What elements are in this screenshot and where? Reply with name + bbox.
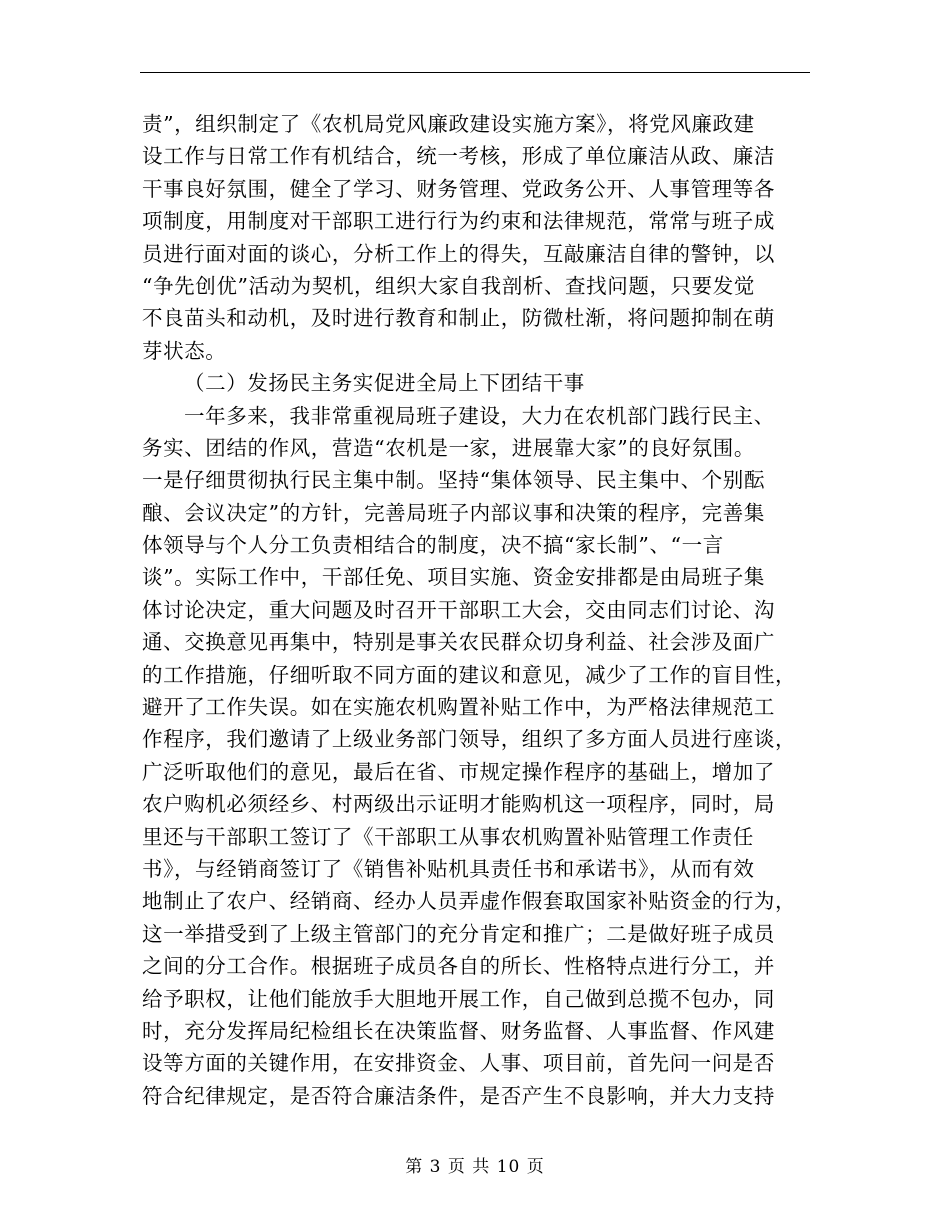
text-line: 体讨论决定，重大问题及时召开干部职工大会，交由同志们讨论、沟 (142, 597, 775, 622)
text-line: 书》，与经销商签订了《销售补贴机具责任书和承诺书》，从而有效 (142, 856, 755, 881)
text-line: 责”，组织制定了《农机局党风廉政建设实施方案》，将党风廉政建 (142, 112, 755, 136)
page-number: 第 3 页 共 10 页 (405, 1157, 545, 1177)
text-line: “争先创优”活动为契机，组织大家自我剖析、查找问题，只要发觉 (142, 273, 755, 298)
text-line: 项制度，用制度对干部职工进行行为约束和法律规范，常常与班子成 (142, 209, 775, 234)
text-line: 农户购机必须经乡、村两级出示证明才能购机这一项程序，同时，局 (142, 792, 775, 817)
text-line: 谈”。实际工作中，干部任免、项目实施、资金安排都是由局班子集 (142, 565, 765, 590)
text-line: 时，充分发挥局纪检组长在决策监督、财务监督、人事监督、作风建 (142, 1018, 775, 1043)
text-line: 体领导与个人分工负责相结合的制度，决不搞“家长制”、“一言 (142, 533, 724, 558)
document-body (142, 108, 810, 1112)
text-line: 给予职权，让他们能放手大胆地开展工作，自己做到总揽不包办，同 (142, 986, 775, 1011)
text-line: 通、交换意见再集中，特别是事关农民群众切身利益、社会涉及面广 (142, 630, 775, 655)
text-line: 干事良好氛围，健全了学习、财务管理、党政务公开、人事管理等各 (142, 176, 775, 201)
text-line: 务实、团结的作风，营造“农机是一家，进展靠大家”的良好氛围。 (142, 435, 755, 460)
text-line: 符合纪律规定，是否符合廉洁条件，是否产生不良影响，并大力支持 (142, 1083, 775, 1108)
text-line: 一年多来，我非常重视局班子建设，大力在农机部门践行民主、 (184, 403, 775, 428)
text-line: 设工作与日常工作有机结合，统一考核，形成了单位廉洁从政、廉洁 (142, 144, 775, 169)
text-line: 广泛听取他们的意见，最后在省、市规定操作程序的基础上，增加了 (142, 759, 775, 784)
text-line: 设等方面的关键作用，在安排资金、人事、项目前，首先问一问是否 (142, 1051, 775, 1076)
text-line: 地制止了农户、经销商、经办人员弄虚作假套取国家补贴资金的行为， (142, 889, 797, 914)
header-rule (140, 72, 810, 73)
text-line: 不良苗头和动机，及时进行教育和制止，防微杜渐，将问题抑制在萌 (142, 306, 775, 331)
text-line: 员进行面对面的谈心，分析工作上的得失，互敲廉洁自律的警钟，以 (142, 241, 775, 266)
text-line: 芽状态。 (142, 338, 227, 363)
text-line: 酿、会议决定”的方针，完善局班子内部议事和决策的程序，完善集 (142, 500, 765, 525)
text-line: 避开了工作失误。如在实施农机购置补贴工作中，为严格法律规范工 (142, 695, 775, 720)
text-line: 这一举措受到了上级主管部门的充分肯定和推广；二是做好班子成员 (142, 921, 775, 946)
text-line: 里还与干部职工签订了《干部职工从事农机购置补贴管理工作责任 (142, 824, 754, 849)
section-heading: （二）发扬民主务实促进全局上下团结干事 (184, 371, 585, 396)
text-line: 之间的分工合作。根据班子成员各自的所长、性格特点进行分工，并 (142, 954, 775, 979)
text-line: 的工作措施，仔细听取不同方面的建议和意见，减少了工作的盲目性， (142, 662, 797, 687)
text-line: 一是仔细贯彻执行民主集中制。坚持“集体领导、民主集中、个别酝 (142, 468, 765, 493)
text-line: 作程序，我们邀请了上级业务部门领导，组织了多方面人员进行座谈， (142, 727, 797, 752)
